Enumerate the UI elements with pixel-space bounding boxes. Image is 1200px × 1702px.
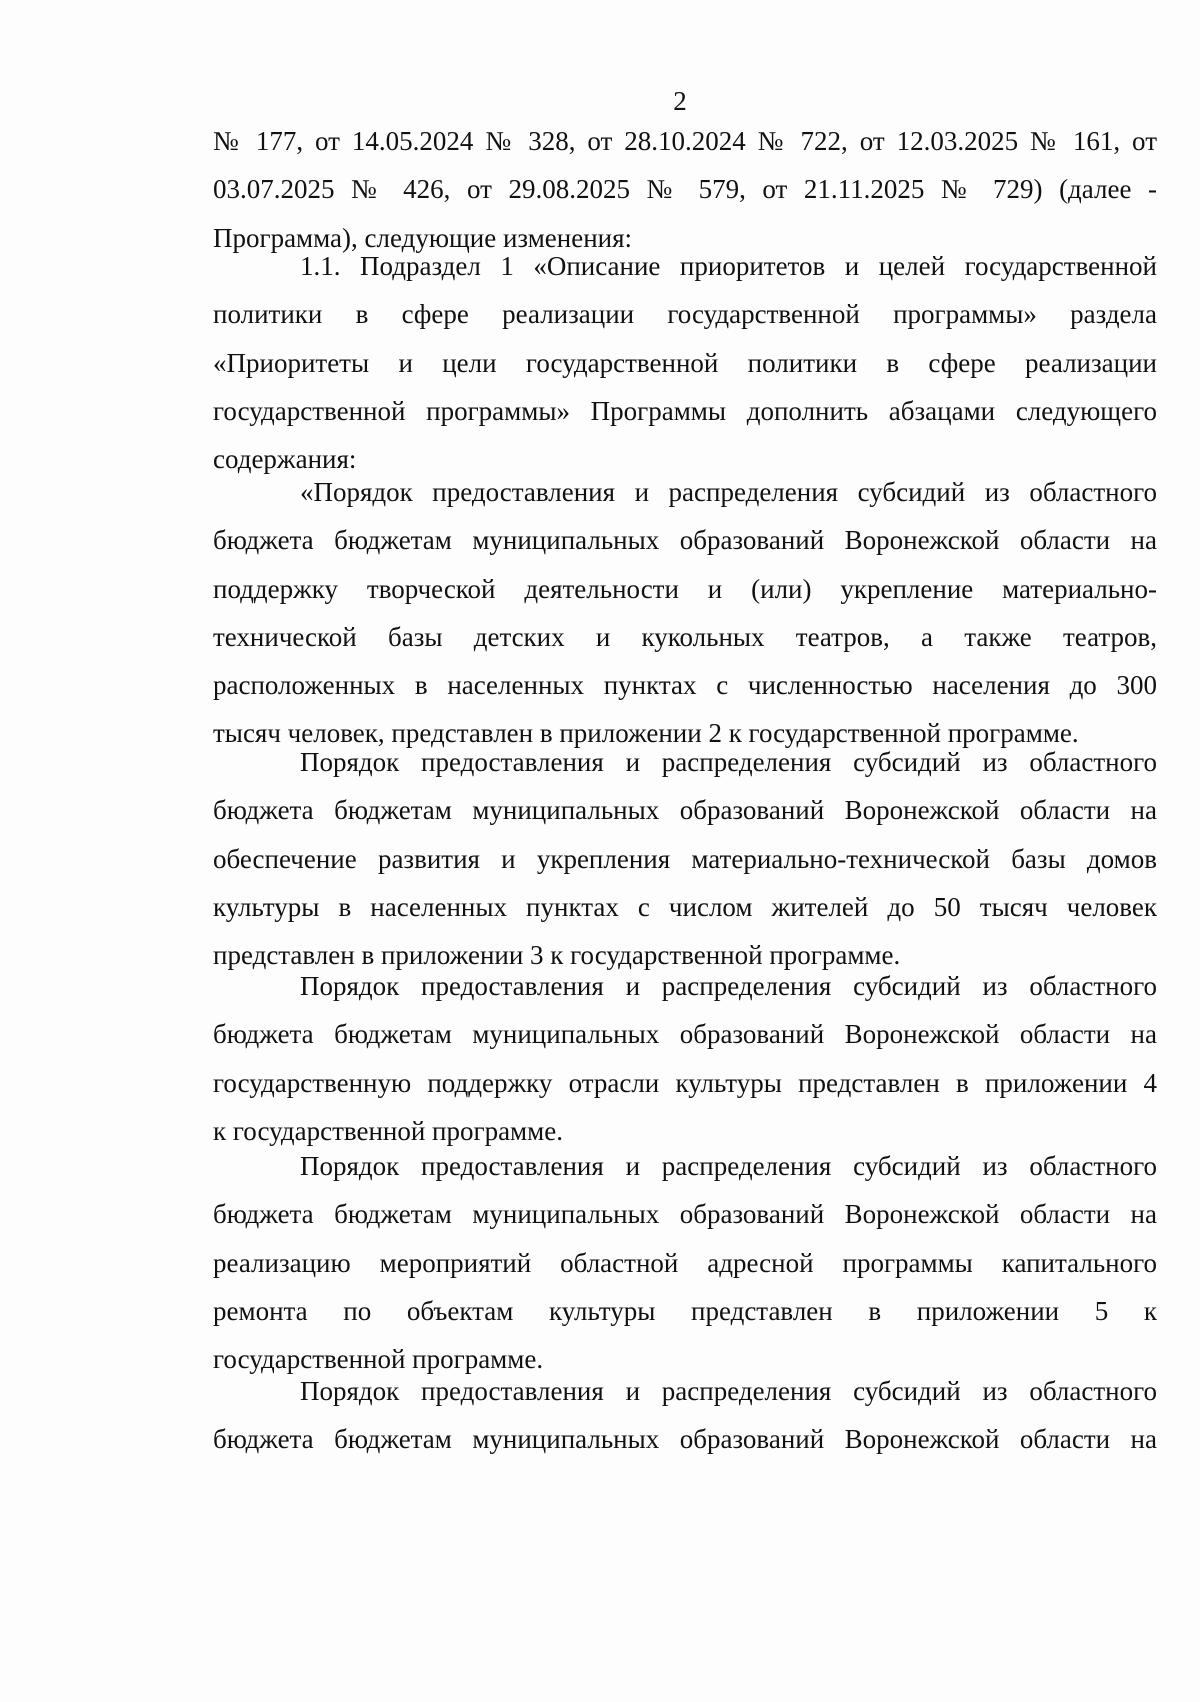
text-line: бюджета бюджетам муниципальных образований Воронежской области на	[213, 795, 1157, 826]
text-line: бюджета бюджетам муниципальных образований Воронежской области на	[213, 1424, 1157, 1455]
text-line: 1.1. Подраздел 1 «Описание приоритетов и целей государственной	[300, 251, 1157, 281]
paragraph-appendix-5	[213, 1142, 1157, 1383]
text-line: бюджета бюджетам муниципальных образований Воронежской области на	[213, 1019, 1157, 1050]
text-line: Порядок предоставления и распределения субсидий из областного	[300, 1376, 1157, 1406]
text-line: реализацию мероприятий областной адресной программы капитального	[213, 1247, 1157, 1278]
text-line: бюджета бюджетам муниципальных образований Воронежской области на	[213, 525, 1157, 556]
paragraph-next	[213, 1367, 1157, 1464]
text-line: ремонта по объектам культуры представлен в приложении 5 к	[213, 1295, 1157, 1326]
page-number: 2	[673, 86, 687, 116]
text-line: содержания:	[213, 444, 357, 475]
text-line: политики в сфере реализации государственной программы» раздела	[213, 299, 1157, 330]
paragraph-appendix-3	[213, 738, 1157, 979]
paragraph-item-1-1	[213, 242, 1157, 483]
text-line: расположенных в населенных пунктах с численностью населения до 300	[213, 670, 1157, 701]
text-line: тысяч человек, представлен в приложении 2 к государственной программе.	[213, 718, 1079, 749]
text-line: Программа), следующие изменения:	[213, 222, 633, 253]
text-line: Порядок предоставления и распределения субсидий из областного	[300, 971, 1157, 1001]
text-line: государственной программе.	[213, 1344, 544, 1375]
text-line: технической базы детских и кукольных театров, а также театров,	[213, 621, 1157, 652]
paragraph-continuation	[213, 117, 1157, 262]
text-line: культуры в населенных пунктах с числом жителей до 50 тысяч человек	[213, 891, 1157, 922]
text-line: Порядок предоставления и распределения субсидий из областного	[300, 747, 1157, 777]
text-line: «Приоритеты и цели государственной политики в сфере реализации	[213, 347, 1157, 378]
text-line: Порядок предоставления и распределения субсидий из областного	[300, 1151, 1157, 1181]
text-line: государственную поддержку отрасли культуры представлен в приложении 4	[213, 1067, 1157, 1098]
text-line: обеспечение развития и укрепления материально-технической базы домов	[213, 843, 1157, 874]
text-line: поддержку творческой деятельности и (или) укрепление материально-	[213, 573, 1157, 604]
text-line: государственной программы» Программы дополнить абзацами следующего	[213, 395, 1157, 426]
text-line: представлен в приложении 3 к государственной программе.	[213, 940, 901, 971]
text-line: № 177, от 14.05.2024 № 328, от 28.10.2024 № 722, от 12.03.2025 № 161, от	[213, 126, 1157, 156]
text-line: бюджета бюджетам муниципальных образований Воронежской области на	[213, 1199, 1157, 1230]
paragraph-appendix-2	[213, 468, 1157, 758]
text-line: 03.07.2025 № 426, от 29.08.2025 № 579, от 21.11.2025 № 729) (далее -	[213, 174, 1157, 205]
paragraph-appendix-4	[213, 962, 1157, 1155]
text-line: к государственной программе.	[213, 1115, 563, 1146]
text-line: «Порядок предоставления и распределения субсидий из областного	[300, 477, 1157, 507]
